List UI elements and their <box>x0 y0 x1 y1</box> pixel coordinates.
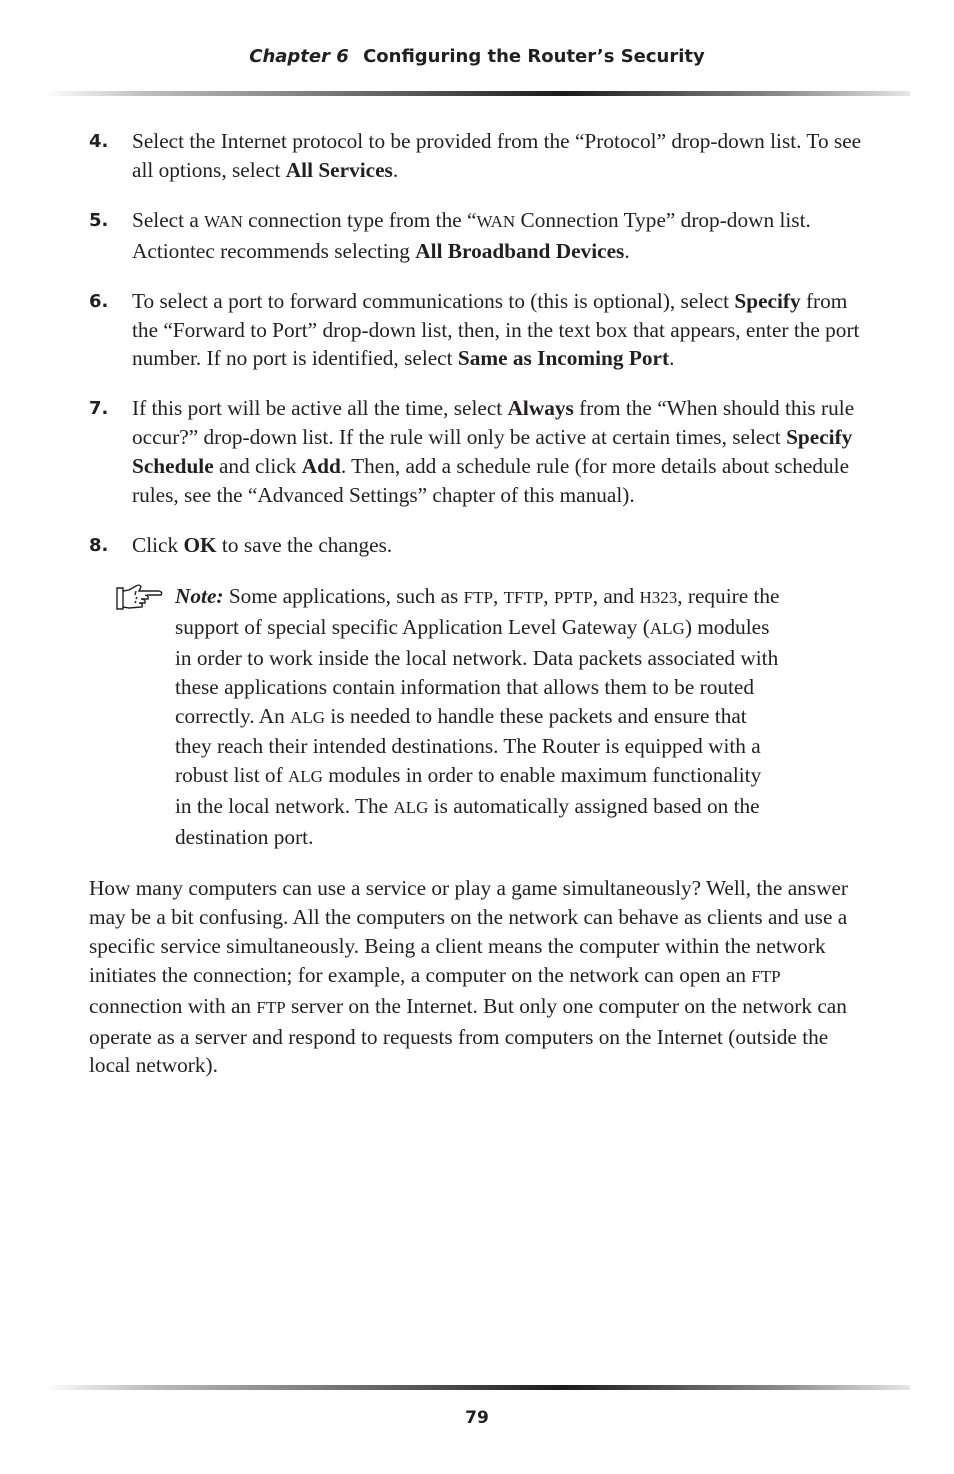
text-run: Connection Type” drop-down list. Actiontec recommends selecting <box>132 207 811 263</box>
bold-term: All Broadband Devices <box>415 238 625 263</box>
running-header <box>0 46 954 67</box>
chapter-label: Chapter 6 <box>249 46 349 67</box>
text-run: Some applications, such as <box>223 583 464 608</box>
text-run: How many computers can use a service or play a game simultaneously? Well, the answer may be a bit confusing. All the computers on the network can behave as clients and use a specific service simultaneously. Being a client means the computer within the network initiates the connection; for example, a computer on the network can open an <box>89 876 849 987</box>
acronym: WAN <box>204 211 243 231</box>
text-run: is needed to handle these packets and ensure that they reach their intended destinations. The Router is equipped with a robust list of <box>175 703 761 788</box>
step-item <box>89 206 869 266</box>
acronym: ALG <box>393 798 429 818</box>
acronym: WAN <box>476 211 516 231</box>
text-run: server on the Internet. But only one computer on the network can operate as a server and respond to requests from computers on the Internet (outside the local network). <box>89 993 847 1078</box>
bold-term: Same as Incoming Port <box>457 346 670 371</box>
steps-list <box>89 127 869 561</box>
step-text <box>132 394 869 510</box>
bold-term: Specify Schedule <box>132 425 853 479</box>
text-run: ) modules in order to work inside the local network. Data packets associated with these applications contain information that allows them to be routed correctly. An <box>175 614 779 728</box>
chapter-title: Configuring the Router’s Security <box>363 46 705 67</box>
text-run: . <box>624 238 630 263</box>
acronym: ALG <box>290 707 326 727</box>
text-run: , <box>492 583 504 608</box>
text-run: To select a port to forward communications to (this is optional), select <box>132 288 735 313</box>
step-number: 8. <box>89 534 109 556</box>
step-text <box>132 287 869 374</box>
bold-term: Add <box>301 454 341 479</box>
bold-term: Always <box>507 396 574 421</box>
acronym: PPTP <box>553 587 593 607</box>
acronym: FTP <box>256 997 286 1017</box>
pointing-hand-icon <box>115 582 175 852</box>
page-number: 79 <box>465 1408 489 1428</box>
acronym: FTP <box>751 966 781 986</box>
step-number: 7. <box>89 398 109 420</box>
text-run: . Then, add a schedule rule (for more details about schedule rules, see the “Advanced Settings” chapter of this manual). <box>132 454 850 508</box>
step-item <box>89 394 869 510</box>
note-label: Note: <box>175 583 224 608</box>
step-number: 6. <box>89 290 109 312</box>
header-rule <box>44 91 910 96</box>
text-run: If this port will be active all the time, select <box>132 396 508 421</box>
acronym: FTP <box>463 587 493 607</box>
footer-rule <box>44 1385 910 1390</box>
text-run: , and <box>592 583 640 608</box>
text-run: from the “When should this rule occur?” drop-down list. If the rule will only be active at certain times, select <box>132 396 855 450</box>
step-text <box>132 127 869 185</box>
text-run: from the “Forward to Port” drop-down list, then, in the text box that appears, enter the port number. If no port is identified, select <box>132 288 860 371</box>
step-text <box>132 206 869 266</box>
text-run: . <box>669 346 675 371</box>
acronym: H323 <box>639 587 678 607</box>
body-paragraph <box>89 874 869 1080</box>
step-text <box>132 531 869 561</box>
text-run: is automatically assigned based on the destination port. <box>175 794 760 850</box>
page-content <box>89 127 869 1080</box>
text-run: modules in order to enable maximum functionality in the local network. The <box>175 763 762 819</box>
step-number: 4. <box>89 131 109 152</box>
acronym: ALG <box>288 767 323 787</box>
text-run: connection type from the “ <box>242 207 477 232</box>
note-text <box>175 582 780 852</box>
acronym: ALG <box>649 618 685 638</box>
acronym: TFTP <box>503 587 544 607</box>
text-run: Select a <box>132 207 205 232</box>
text-run: Select the Internet protocol to be provided from the “Protocol” drop-down list. To see all options, select <box>132 129 862 182</box>
step-item <box>89 287 869 374</box>
text-run: , <box>543 583 554 608</box>
text-run: connection with an <box>89 993 257 1018</box>
step-number: 5. <box>89 209 109 231</box>
bold-term: All Services <box>285 157 393 182</box>
bold-term: Specify <box>734 288 801 313</box>
step-item <box>89 127 869 185</box>
text-run: to save the changes. <box>216 532 393 557</box>
text-run: . <box>392 157 399 182</box>
text-run: , require the support of special specific Application Level Gateway ( <box>175 583 780 639</box>
note-box <box>115 582 780 852</box>
text-run: and click <box>213 454 302 479</box>
step-item <box>89 531 869 561</box>
text-run: Click <box>132 532 184 557</box>
bold-term: OK <box>183 532 217 557</box>
